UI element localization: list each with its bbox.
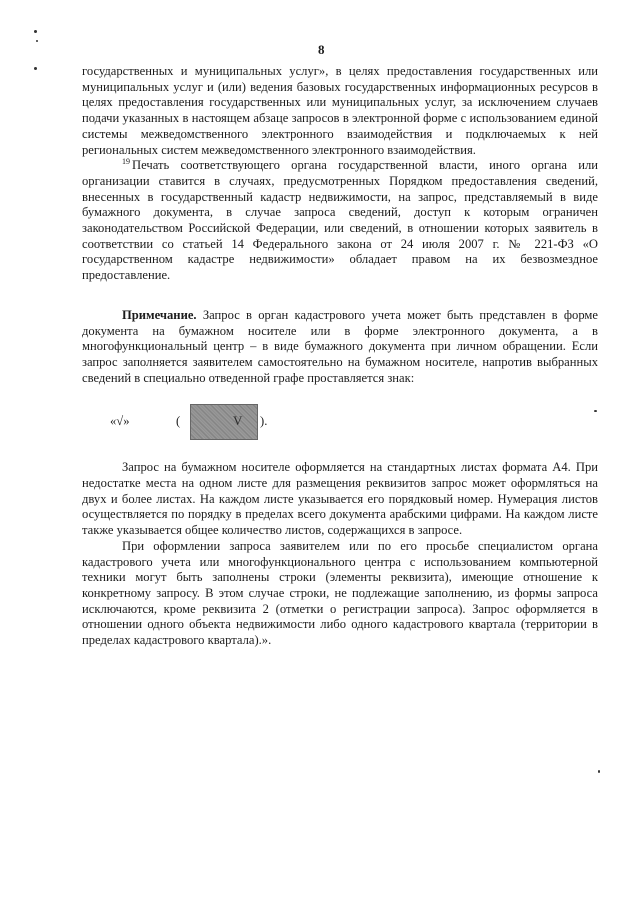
scan-artifact: [34, 30, 37, 33]
page-number: 8: [318, 42, 325, 57]
footnote-text: Печать соответствующего органа государственной власти, иного органа или организации ставится в случаях, предусмотренных Порядком предоставления сведений, внесенных в государственный кадастр недвижимости, на запрос, представляемый в виде бумажного документа, в случае запроса сведений, доступ к которым ограничен законодательством Российской Федерации, или сведений, в отношении которых заявитель в соответствии со статьей 14 Федерального закона от 24 июля 2007 г. № 221-ФЗ «О государственном кадастре недвижимости» обладает правом на их безвозмездное предоставление.: [82, 158, 598, 283]
paper-format-paragraph: Запрос на бумажном носителе оформляется на стандартных листах формата А4. При недостатке места на одном листе для размещения реквизитов запрос может оформляться на двух и более листах. На каждом листе указывается его порядковый номер. Нумерация листов осуществляется по порядку в пределах всего документа арабскими цифрами. На каждом листе также указывается общее количество листов, содержащихся в запросе.: [82, 460, 598, 538]
close-paren: ).: [260, 414, 268, 429]
checkmark-sign-example: [82, 404, 598, 444]
scan-artifact: [598, 770, 600, 773]
note-label: Примечание.: [122, 307, 197, 322]
document-body: [82, 64, 598, 649]
checkmark-symbol: «√»: [110, 414, 130, 429]
footnote-number: 19: [122, 157, 130, 167]
scan-artifact: [36, 40, 38, 42]
paragraph-continuation: государственных и муниципальных услуг», в целях предоставления государственных или муниципальных услуг и (или) ведения базовых государственных информационных ресурсов в целях предоставления государственных или муниципальных услуг, за исключением случаев подачи указанных в настоящем абзаце запросов в электронной форме с использованием единой системы межведомственного электронного взаимодействия и подключаемых к ней региональных систем межведомственного электронного взаимодействия.: [82, 64, 598, 157]
checkbox-mark: V: [233, 413, 243, 429]
computer-fill-paragraph: При оформлении запроса заявителем или по его просьбе специалистом органа кадастрового учета или многофункционального центра с использованием компьютерной техники могут быть заполнены строки (элементы реквизита), имеющие отношение к конкретному запросу. В этом случае строки, не подлежащие заполнению, из формы запроса исключаются, кроме реквизита 2 (отметки о регистрации запроса). Запрос оформляется в отношении одного объекта недвижимости либо одного кадастрового квартала (территории в пределах кадастрового квартала).».: [82, 538, 598, 648]
scan-artifact: [34, 67, 37, 70]
note-text: Запрос в орган кадастрового учета может быть представлен в форме документа на бумажном носителе или в форме электронного документа, а в многофункциональный центр – в виде бумажного документа при личном обращении. Если запрос заполняется заявителем самостоятельно на бумажном носителе, напротив выбранных сведений в специально отведенной графе проставляется знак:: [82, 307, 598, 385]
marked-checkbox-image: [190, 404, 258, 440]
open-paren: (: [176, 414, 181, 429]
footnote-19: [82, 158, 598, 284]
scan-artifact: [594, 410, 597, 412]
note-paragraph: [82, 308, 598, 387]
